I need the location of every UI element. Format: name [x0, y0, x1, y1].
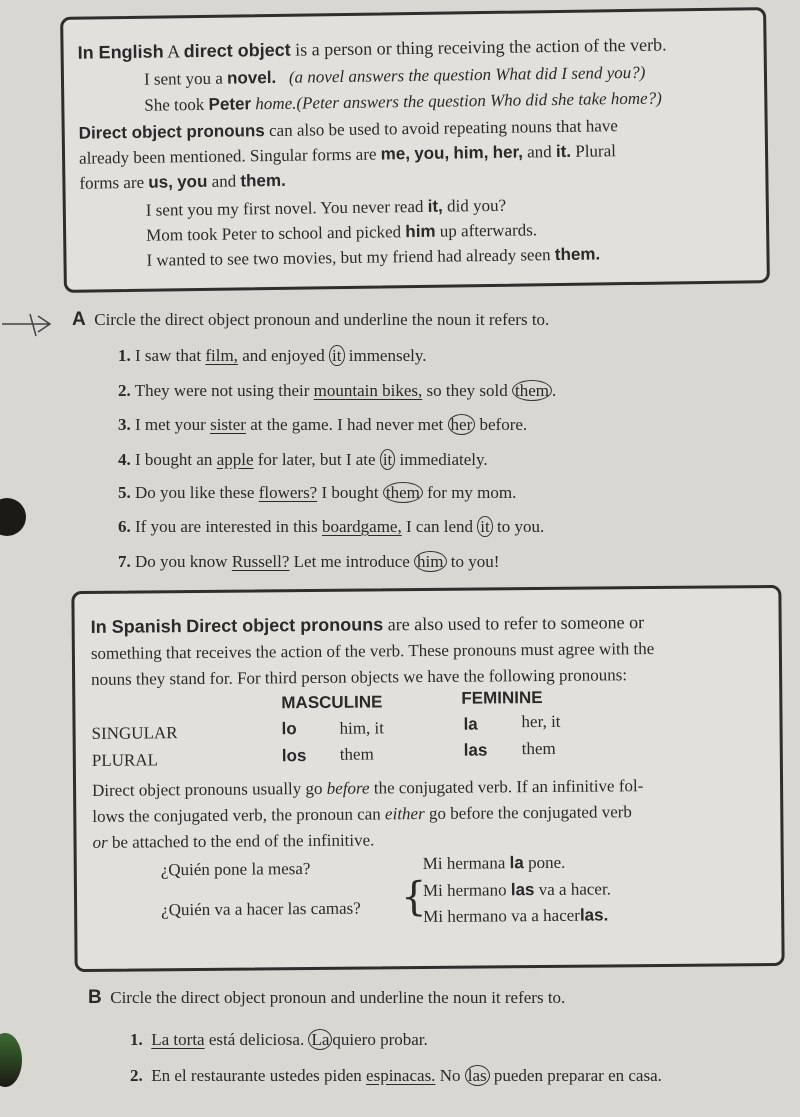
english-sentence-2: Mom took Peter to school and picked him up afterwards.: [146, 220, 538, 245]
exercise-a-item-1: [118, 345, 427, 367]
circled-pronoun: las: [465, 1065, 490, 1086]
exercise-item-number: 1.: [118, 346, 131, 365]
spanish-answer-1: Mi hermana la pone.: [422, 852, 566, 874]
sentence-text: immediately.: [399, 450, 488, 469]
exercise-a-instruction: Circle the direct object pronoun and underline the noun it refers to.: [94, 310, 550, 329]
sentence-text: Do you like these: [135, 483, 255, 502]
exercise-a-item-3: [118, 414, 527, 436]
sentence-text: I can lend: [405, 517, 474, 536]
brace-icon: {: [400, 874, 427, 921]
column-masculine: MASCULINE: [281, 692, 383, 713]
sentence-text: If you are interested in this: [135, 517, 318, 536]
binder-hole: [0, 1033, 22, 1087]
underlined-noun: Russell?: [231, 552, 290, 571]
sentence-text: to you!: [450, 552, 500, 571]
pronoun-las: las: [463, 740, 488, 760]
sentence-text: before.: [479, 415, 528, 434]
underlined-noun: apple: [216, 450, 254, 469]
sentence-text: Let me introduce: [293, 552, 410, 571]
sentence-text: to you.: [496, 517, 545, 536]
english-grammar-box: [60, 7, 770, 293]
spanish-heading: In Spanish: [90, 616, 182, 637]
sentence-text: Do you know: [135, 552, 228, 571]
exercise-a-item-4: [118, 449, 488, 471]
underlined-noun: mountain bikes,: [313, 381, 423, 400]
spanish-answer-3: Mi hermano va a hacerlas.: [423, 905, 609, 927]
underlined-noun: sister: [210, 415, 246, 434]
exercise-b-item-2: 2. En el restaurante ustedes piden espinacas. No las pueden preparar en casa.: [130, 1066, 662, 1085]
sentence-text: I met your: [135, 415, 206, 434]
spanish-grammar-box: [71, 585, 784, 972]
column-feminine: FEMININE: [461, 687, 543, 708]
sentence-text: so they sold: [426, 381, 508, 400]
english-para-line-3: forms are us, you and them.: [79, 170, 286, 193]
sentence-text: I bought an: [135, 450, 213, 469]
spanish-intro-line-3: nouns they stand for. For third person objects we have the following pronouns:: [91, 665, 628, 689]
underlined-noun: film,: [205, 346, 238, 365]
exercise-item-number: 4.: [118, 450, 131, 469]
sentence-text: I saw that: [135, 346, 202, 365]
exercise-b-letter: B: [88, 987, 102, 1008]
exercise-b-item-1: 1. La torta está deliciosa. La quiero probar.: [130, 1030, 428, 1049]
underlined-noun: boardgame,: [321, 517, 402, 536]
exercise-item-number: 2.: [118, 381, 131, 400]
pronoun-los-meaning: them: [339, 744, 374, 764]
exercise-item-number: 3.: [118, 415, 131, 434]
exercise-a-item-7: [118, 551, 499, 573]
sentence-text: and enjoyed: [242, 346, 325, 365]
spanish-para-line-1: Direct object pronouns usually go before the conjugated verb. If an infinitive fol-: [92, 776, 644, 800]
circled-pronoun: her: [448, 414, 476, 435]
sentence-text: They were not using their: [134, 381, 310, 400]
row-singular: SINGULAR: [91, 723, 178, 743]
english-para-line-2: already been mentioned. Singular forms are me, you, him, her, and it. Plural: [78, 141, 617, 168]
sentence-text: at the game. I had never met: [250, 415, 444, 434]
exercise-b-header: [88, 987, 565, 1009]
pronoun-la: la: [463, 714, 478, 734]
spanish-question-1: ¿Quién pone la mesa?: [160, 859, 311, 880]
handwritten-arrow-icon: [0, 310, 60, 340]
exercise-item-number: 6.: [118, 517, 131, 536]
exercise-a-item-5: [118, 482, 516, 504]
circled-pronoun: it: [329, 345, 344, 366]
underlined-noun: flowers?: [258, 483, 318, 502]
circled-pronoun: La: [308, 1029, 332, 1050]
spanish-question-2: ¿Quién va a hacer las camas?: [161, 898, 361, 920]
sentence-text: for later, but I ate: [257, 450, 376, 469]
english-heading: In English: [77, 41, 164, 63]
spanish-para-line-3: or be attached to the end of the infinitive.: [92, 830, 375, 852]
circled-pronoun: them: [512, 380, 552, 401]
english-example-1: I sent you a novel. (a novel answers the question What did I send you?): [143, 62, 646, 89]
english-example-2: She took Peter home.(Peter answers the question Who did she take home?): [144, 88, 662, 115]
english-sentence-3: I wanted to see two movies, but my friend had already seen them.: [146, 244, 601, 270]
circled-pronoun: them: [383, 482, 423, 503]
exercise-a-item-6: [118, 516, 544, 538]
spanish-para-line-2: lows the conjugated verb, the pronoun can either go before the conjugated verb: [92, 802, 632, 826]
english-intro-line: In English A direct object is a person or thing receiving the action of the verb.: [77, 34, 667, 63]
spanish-answer-2: Mi hermano las va a hacer.: [422, 879, 611, 901]
spanish-intro-line-2: something that receives the action of the verb. These pronouns must agree with the: [90, 639, 655, 663]
exercise-item-number: 5.: [118, 483, 131, 502]
exercise-item-number: 7.: [118, 552, 131, 571]
row-plural: PLURAL: [91, 750, 159, 770]
exercise-a-item-2: [118, 380, 556, 402]
exercise-a-letter: A: [72, 309, 86, 330]
circled-pronoun: it: [477, 516, 492, 537]
pronoun-lo: lo: [281, 719, 297, 739]
spanish-intro-line: In Spanish Direct object pronouns are also used to refer to someone or: [90, 612, 645, 637]
binder-hole: [0, 498, 26, 536]
sentence-text: immensely.: [348, 346, 427, 365]
sentence-text: I bought: [321, 483, 379, 502]
exercise-b-instruction: Circle the direct object pronoun and underline the noun it refers to.: [110, 988, 566, 1007]
pronoun-las-meaning: them: [521, 738, 556, 759]
sentence-text: for my mom.: [427, 483, 517, 502]
pronoun-los: los: [281, 746, 307, 766]
sentence-text: .: [551, 381, 557, 400]
pronoun-lo-meaning: him, it: [339, 718, 385, 738]
pronoun-la-meaning: her, it: [521, 711, 561, 732]
exercise-a-header: [72, 309, 549, 331]
english-sentence-1: I sent you my first novel. You never read it, did you?: [145, 195, 507, 220]
circled-pronoun: it: [380, 449, 395, 470]
circled-pronoun: him: [414, 551, 446, 572]
english-para-line-1: Direct object pronouns can also be used to avoid repeating nouns that have: [78, 116, 619, 143]
